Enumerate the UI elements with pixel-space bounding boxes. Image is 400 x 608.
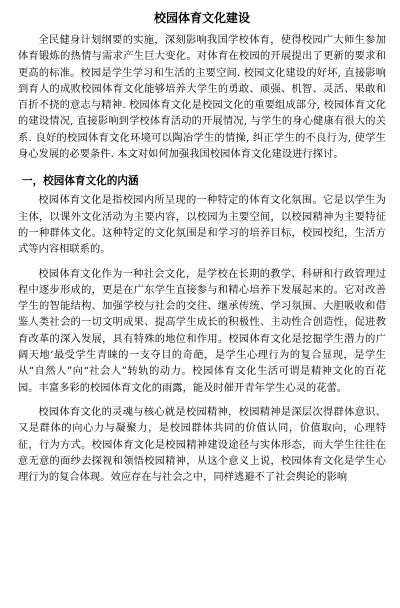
- body-paragraph: 校园体育文化的灵魂与核心就是校园精神，校园精神是深层次得群体意识、又是群体的向心力与凝聚力，是校园群体共同的价值认同，价值取向，心理特征，行为方式。校园体育文化是校园精神建设途径与实体形态，而大学生往往在意无意的面纱去探视和领悟校园精神，从这个意义上说，校园体育文化是学生心理行为的复合体现。效应存在与社会之中，同样逃避不了社会舆论的影响: [18, 406, 386, 484]
- body-paragraph: 校园体育文化是指校园内所呈现的一种特定的体育文化氛围。它是以学生为主体，以课外文化活动为主要内容，以校园为主要空间，以校园精神为主要特征的一种群体文化。这种特定的文化氛围是和学习的培养目标，校园校纪，生活方式等内容相联系的。: [18, 195, 386, 256]
- paragraph-gap: [18, 397, 386, 405]
- section-heading: 一，校园体育文化的内涵: [22, 175, 139, 188]
- document-title: 校园体育文化建设: [153, 11, 250, 25]
- paragraph-gap: [18, 259, 386, 267]
- intro-paragraph: 全民健身计划纲要的实施，深刻影响我国学校体育，使得校园广大师生参加体育锻炼的热情与需求产生巨大变化。对体育在校园的开展提出了更新的要求和更高的标准。校园是学生学习和生活的主要空间. 校园文化建设的好坏, 直接影响到育人的成败校园体育文化能够培养大学生的勇敢、顽强、机智、灵活、果敢和百折不挠的意志与精神. 校园体育文化是校园文化的重要组成部分, 校园体育文化的建设情况, 直接影响到学校体育活动的开展情况, 与学生的身心健康有很大的关系. 良好的校园体育文化环境可以陶冶学生的情操, 纠正学生的不良行为, 使学生身心发展的必要条件. 本文对如何加强我国校园体育文化建设进行探讨。: [18, 35, 386, 161]
- paragraph-gap: [18, 163, 386, 171]
- body-paragraph: 校园体育文化作为一种社会文化，是学校在长期的教学、科研和行政管理过程中逐步形成的，更是在广东学生直接参与和精心培养下发展起来的。它对改善学生的智能结构、加强学校与社会的交往、继承传统、学习氛围、大胆吸收和借鉴人类社会的一切文明成果、提高学生成长的积极性、主动性合创造性，促进教育改革的深入发展，具有特殊的地位和作用。校园体育文化是挖掘学生潜力的广阔天地‘最受学生青睐的一支夺目的奇葩，是学生心理行为的复合显现，是学生从“自然人”向“社会人”转轨的动力。校园体育文化生活可谓是精神文化的百花园。丰富多彩的校园体育文化的雨露，能及时催开青年学生心灵的花蕾。: [18, 268, 386, 394]
